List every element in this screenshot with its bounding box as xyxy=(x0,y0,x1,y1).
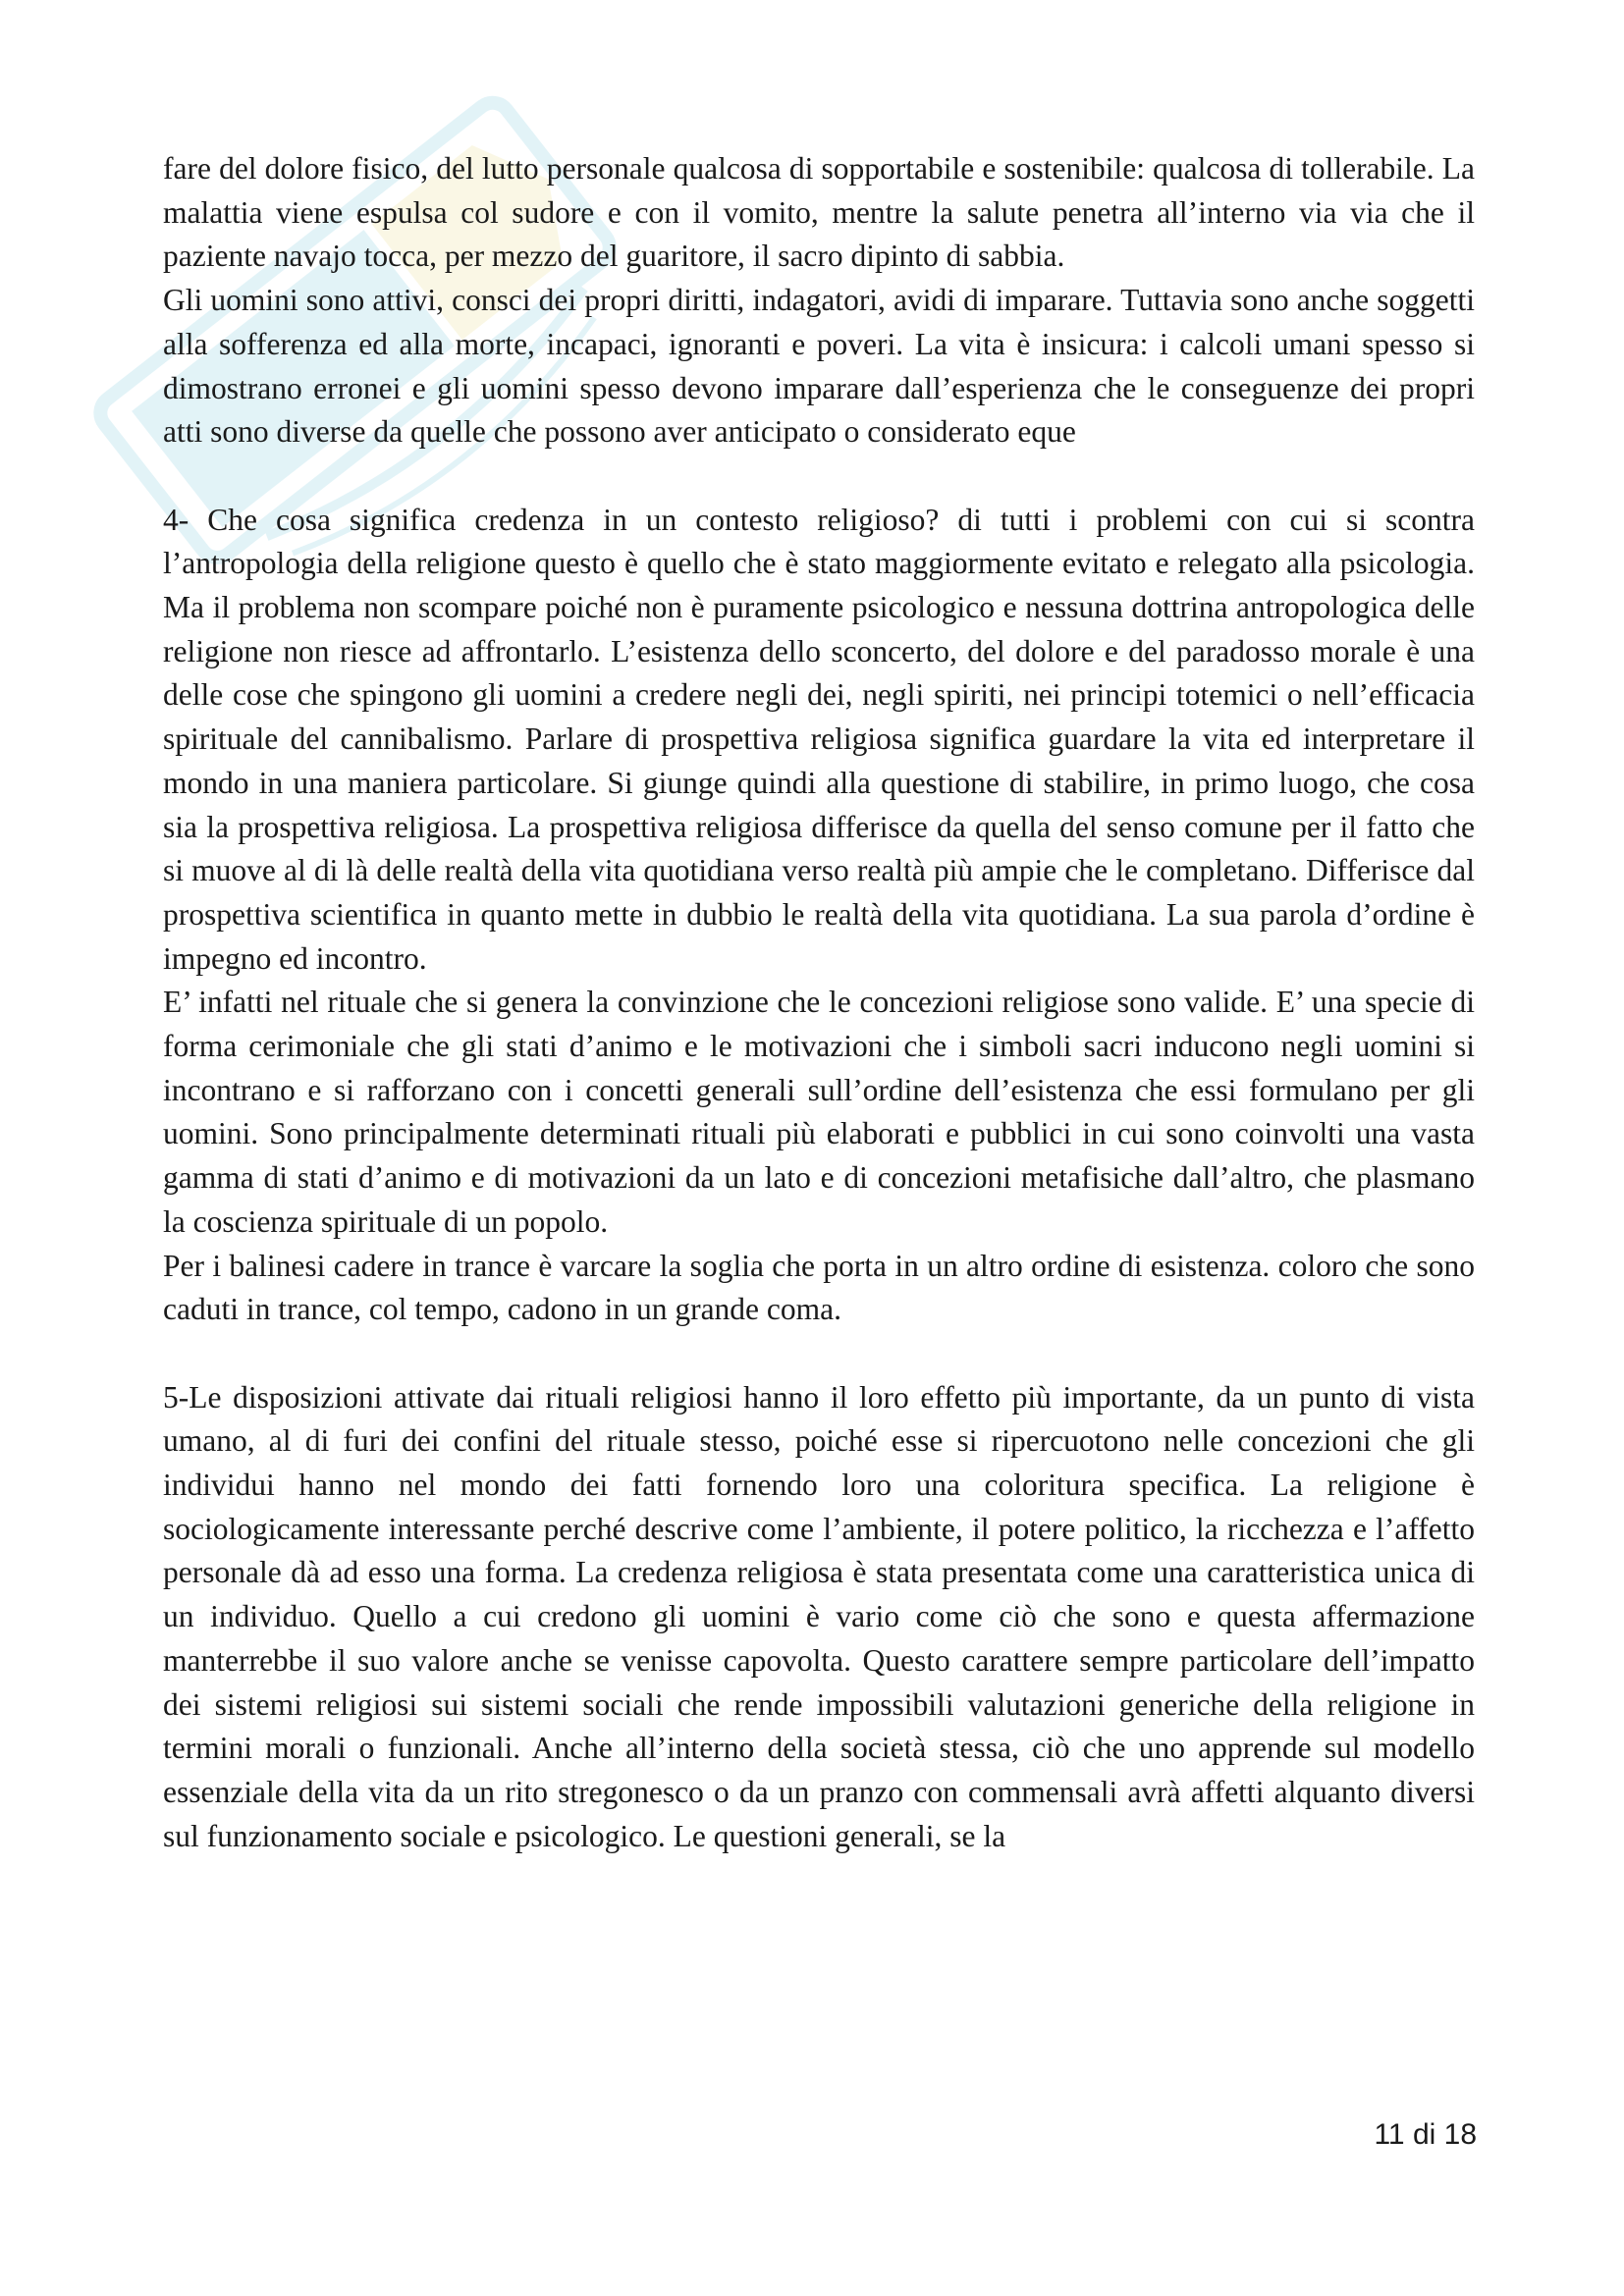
paragraph-section-5: 5-Le disposizioni attivate dai rituali religiosi hanno il loro effetto più importante, da un punto di vista umano, al di furi dei confini del rituale stesso, poiché esse si ripercuotono nelle concezioni che gli individui hanno nel mondo dei fatti fornendo loro una coloritura specifica. La religione è sociologicamente interessante perché descrive come l’ambiente, il potere politico, la ricchezza e l’affetto personale dà ad esso una forma. La credenza religiosa è stata presentata come una caratteristica unica di un individuo. Quello a cui credono gli uomini è vario come ciò che sono e questa affermazione manterrebbe il suo valore anche se venisse capovolta. Questo carattere sempre particolare dell’impatto dei sistemi religiosi sui sistemi sociali che rende impossibili valutazioni generiche della religione in termini morali o funzionali. Anche all’interno della società stessa, ciò che uno apprende sul modello essenziale della vita da un rito stregonesco o da un pranzo con commensali avrà affetti alquanto diversi sul funzionamento sociale e psicologico. Le questioni generali, se la xyxy=(163,1379,1475,1853)
paragraph-rituale: E’ infatti nel rituale che si genera la convinzione che le concezioni religiose sono valide. E’ una specie di forma cerimoniale che gli stati d’animo e le motivazioni che i simboli sacri inducono negli uomini si incontrano e si rafforzano con i concetti generali sull’ordine dell’esistenza che essi formulano per gli uomini. Sono principalmente determinati rituali più elaborati e pubblici in cui sono coinvolti una vasta gamma di stati d’animo e di motivazioni da un lato e di concezioni metafisiche dall’altro, che plasmano la coscienza spirituale di un popolo. xyxy=(163,985,1475,1239)
paragraph-1: fare del dolore fisico, del lutto personale qualcosa di sopportabile e sostenibile: qualcosa di tollerabile. La malattia viene espulsa col sudore e con il vomito, mentre la salute penetra all’interno via via che il paziente navajo tocca, per mezzo del guaritore, il sacro dipinto di sabbia. xyxy=(163,151,1475,274)
paragraph-section-4: 4- Che cosa significa credenza in un contesto religioso? di tutti i problemi con cui si scontra l’antropologia della religione questo è quello che è stato maggiormente evitato e relegato alla psicologia. Ma il problema non scompare poiché non è puramente psicologico e nessuna dottrina antropologica delle religione non riesce ad affrontarlo. L’esistenza dello sconcerto, del dolore e del paradosso morale è una delle cose che spingono gli uomini a credere negli dei, negli spiriti, nei principi totemici o nell’efficacia spirituale del cannibalismo. Parlare di prospettiva religiosa significa guardare la vita ed interpretare il mondo in una maniera particolare. Si giunge quindi alla questione di stabilire, in primo luogo, che cosa sia la prospettiva religiosa. La prospettiva religiosa differisce da quella del senso comune per il fatto che si muove al di là delle realtà della vita quotidiana verso realtà più ampie che le completano. Differisce dal prospettiva scientifica in quanto mette in dubbio le realtà della vita quotidiana. La sua parola d’ordine è impegno ed incontro. xyxy=(163,502,1475,976)
paragraph-balinesi: Per i balinesi cadere in trance è varcare la soglia che porta in un altro ordine di esistenza. coloro che sono caduti in trance, col tempo, cadono in un grande coma. xyxy=(163,1248,1475,1327)
document-body xyxy=(163,147,1475,1858)
page-number: 11 di 18 xyxy=(1374,2118,1477,2151)
paragraph-2: Gli uomini sono attivi, consci dei propri diritti, indagatori, avidi di imparare. Tuttavia sono anche soggetti alla sofferenza ed alla morte, incapaci, ignoranti e poveri. La vita è insicura: i calcoli umani spesso si dimostrano erronei e gli uomini spesso devono imparare dall’esperienza che le conseguenze dei propri atti sono diverse da quelle che possono aver anticipato o considerato eque xyxy=(163,283,1475,450)
